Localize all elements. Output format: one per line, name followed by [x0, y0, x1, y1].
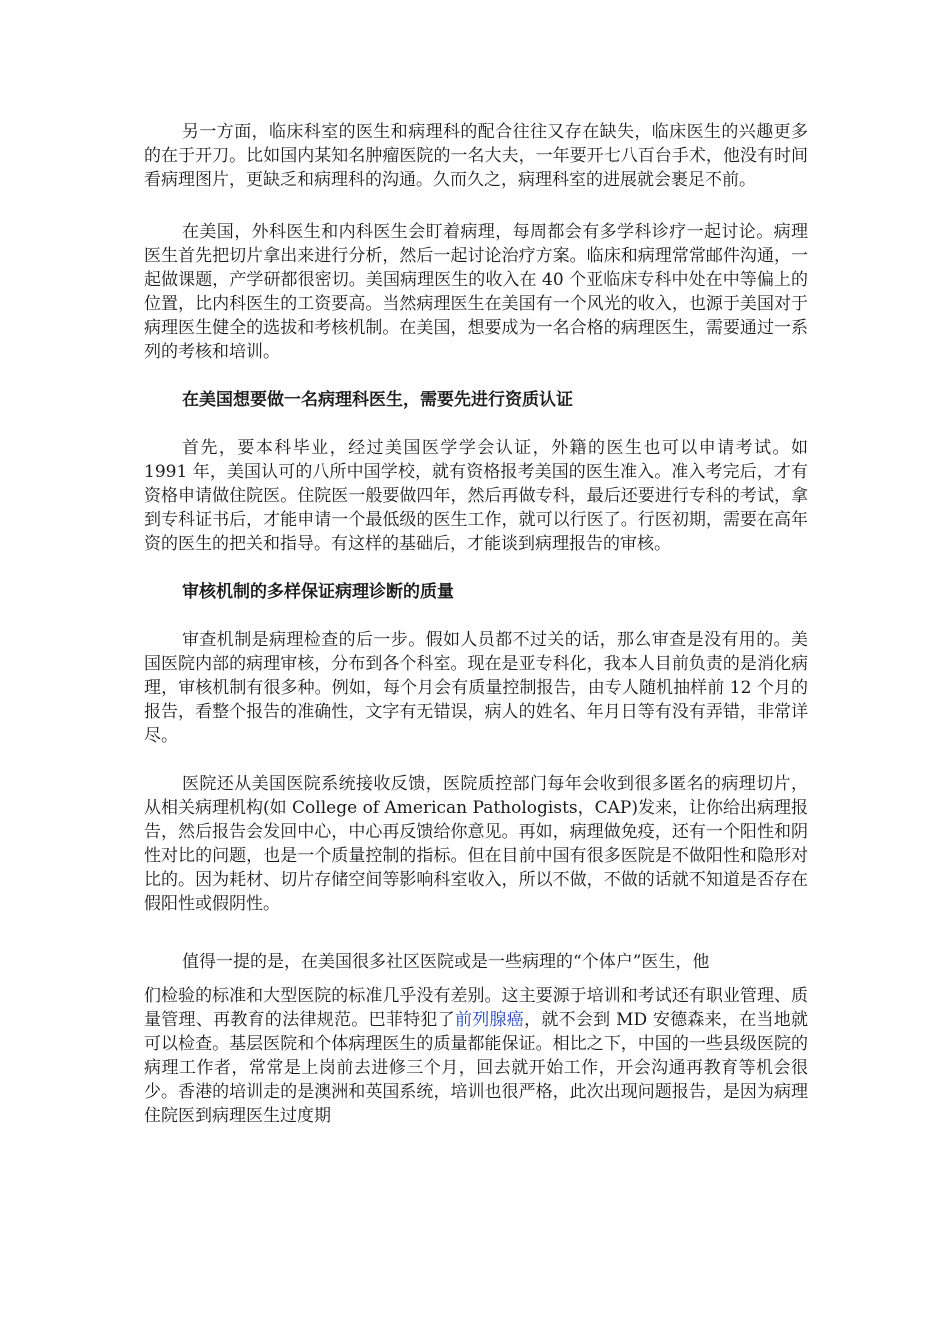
paragraph-6-first-line: 值得一提的是，在美国很多社区医院或是一些病理的“个体户”医生，他: [182, 952, 710, 972]
section-heading-certification: 在美国想要做一名病理科医生，需要先进行资质认证: [182, 390, 573, 410]
paragraph-6-text-a: 们检验的标准和大型医院的标准几乎没有差别。这主要源于培训和考试还有职业管理、质量管理、再教育的法律规范。巴菲特犯了: [144, 986, 808, 1030]
paragraph-1: 另一方面，临床科室的医生和病理科的配合往往又存在缺失，临床医生的兴趣更多的在于开刀。比如国内某知名肿瘤医院的一名大夫，一年要开七八百台手术，他没有时间看病理图片，更缺乏和病理科的沟通。久而久之，病理科室的进展就会裹足不前。: [144, 122, 808, 190]
paragraph-6-text-b: ，就不会到 MD 安德森来，在当地就可以检查。基层医院和个体病理医生的质量都能保证。相比之下，中国的一些县级医院的病理工作者，常常是上岗前去进修三个月，回去就开始工作，开会沟通再教育等机会很少。香港的培训走的是澳洲和英国系统，培训也很严格，此次出现问题报告，是因为病理住院医到病理医生过度期: [144, 1010, 809, 1126]
section-heading-review: 审核机制的多样保证病理诊断的质量: [182, 582, 454, 602]
paragraph-5: 医院还从美国医院系统接收反馈，医院质控部门每年会收到很多匿名的病理切片，从相关病理机构(如 College of American Pathologists，CAP)发来，让你给出病理报告，然后报告会发回中心，中心再反馈给你意见。再如，病理做免疫，还有一个阳性和阴性对比的问题，也是一个质量控制的指标。但在目前中国有很多医院是不做阳性和隐形对比的。因为耗材、切片存储空间等影响科室收入，所以不做，不做的话就不知道是否存在假阳性或假阴性。: [144, 774, 808, 914]
paragraph-3: 首先，要本科毕业，经过美国医学学会认证，外籍的医生也可以申请考试。如 1991 年，美国认可的八所中国学校，就有资格报考美国的医生准入。准入考完后，才有资格申请做住院医。住院医一般要做四年，然后再做专科，最后还要进行专科的考试，拿到专科证书后，才能申请一个最低级的医生工作，就可以行医了。行医初期，需要在高年资的医生的把关和指导。有这样的基础后，才能谈到病理报告的审核。: [144, 438, 808, 554]
paragraph-4: 审查机制是病理检查的后一步。假如人员都不过关的话，那么审查是没有用的。美国医院内部的病理审核，分布到各个科室。现在是亚专科化，我本人目前负责的是消化病理，审核机制有很多种。例如，每个月会有质量控制报告，由专人随机抽样前 12 个月的报告，看整个报告的准确性，文字有无错误，病人的姓名、年月日等有没有弄错，非常详尽。: [144, 630, 808, 746]
paragraph-6: [144, 984, 808, 1128]
paragraph-2: 在美国，外科医生和内科医生会盯着病理，每周都会有多学科诊疗一起讨论。病理医生首先把切片拿出来进行分析，然后一起讨论治疗方案。临床和病理常常邮件沟通，一起做课题，产学研都很密切。美国病理医生的收入在 40 个亚临床专科中处在中等偏上的位置，比内科医生的工资要高。当然病理医生在美国有一个风光的收入，也源于美国对于病理医生健全的选拔和考核机制。在美国，想要成为一名合格的病理医生，需要通过一系列的考核和培训。: [144, 222, 808, 362]
document-body: [144, 120, 808, 1128]
prostate-cancer-link[interactable]: 前列腺癌: [454, 1010, 525, 1030]
